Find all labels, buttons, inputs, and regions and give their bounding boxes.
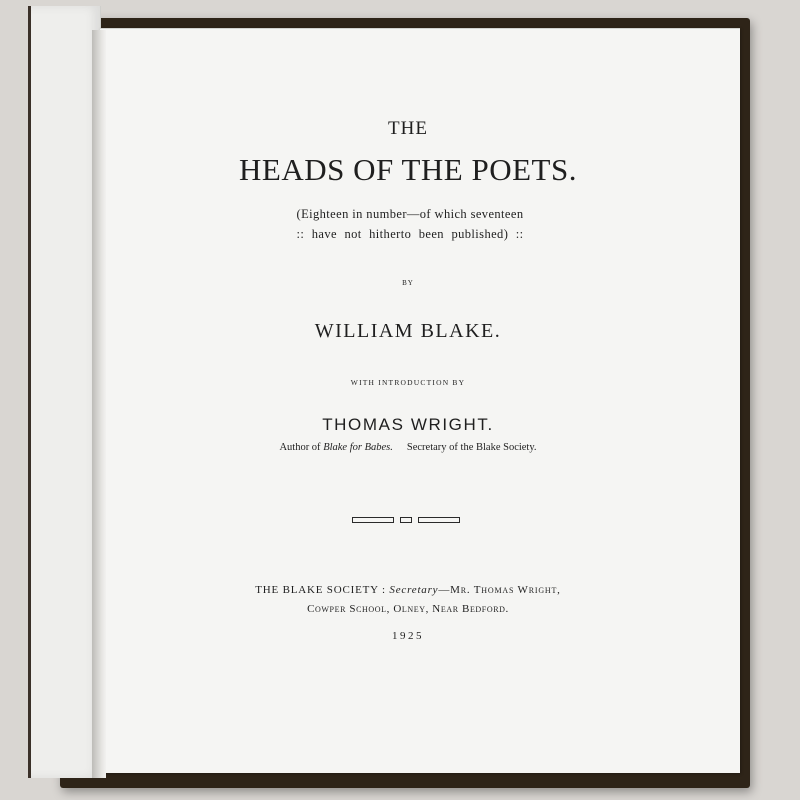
editor-book-title: Blake for Babes. — [323, 442, 393, 453]
page-gutter — [92, 30, 106, 778]
decorative-rule — [352, 515, 462, 525]
publication-year: 1925 — [392, 630, 424, 642]
by-label: BY — [402, 279, 414, 287]
author-name: WILLIAM BLAKE. — [314, 320, 502, 342]
rule-center — [400, 517, 412, 523]
editor-desc-suffix: Secretary of the Blake Society. — [406, 442, 537, 453]
publisher-secretary-name: —Mr. Thomas Wright, — [438, 584, 561, 596]
editor-description — [8, 442, 800, 453]
editor-name: THOMAS WRIGHT. — [322, 415, 494, 434]
publisher-address: Cowper School, Olney, Near Bedford. — [307, 603, 509, 615]
publisher-secretary-label: Secretary — [389, 584, 439, 596]
subtitle-line-2: :: have not hitherto been published) :: — [296, 227, 524, 241]
rule-left — [352, 517, 394, 523]
subtitle-line-1: (Eighteen in number—of which seventeen — [296, 207, 524, 221]
title-the: THE — [388, 118, 428, 139]
editor-desc-prefix: Author of — [279, 442, 324, 453]
introduction-label: WITH INTRODUCTION BY — [350, 378, 466, 387]
publisher-prefix: THE BLAKE SOCIETY : — [255, 584, 386, 596]
page-title: HEADS OF THE POETS. — [239, 152, 577, 187]
publisher-line — [8, 584, 800, 596]
rule-right — [418, 517, 460, 523]
